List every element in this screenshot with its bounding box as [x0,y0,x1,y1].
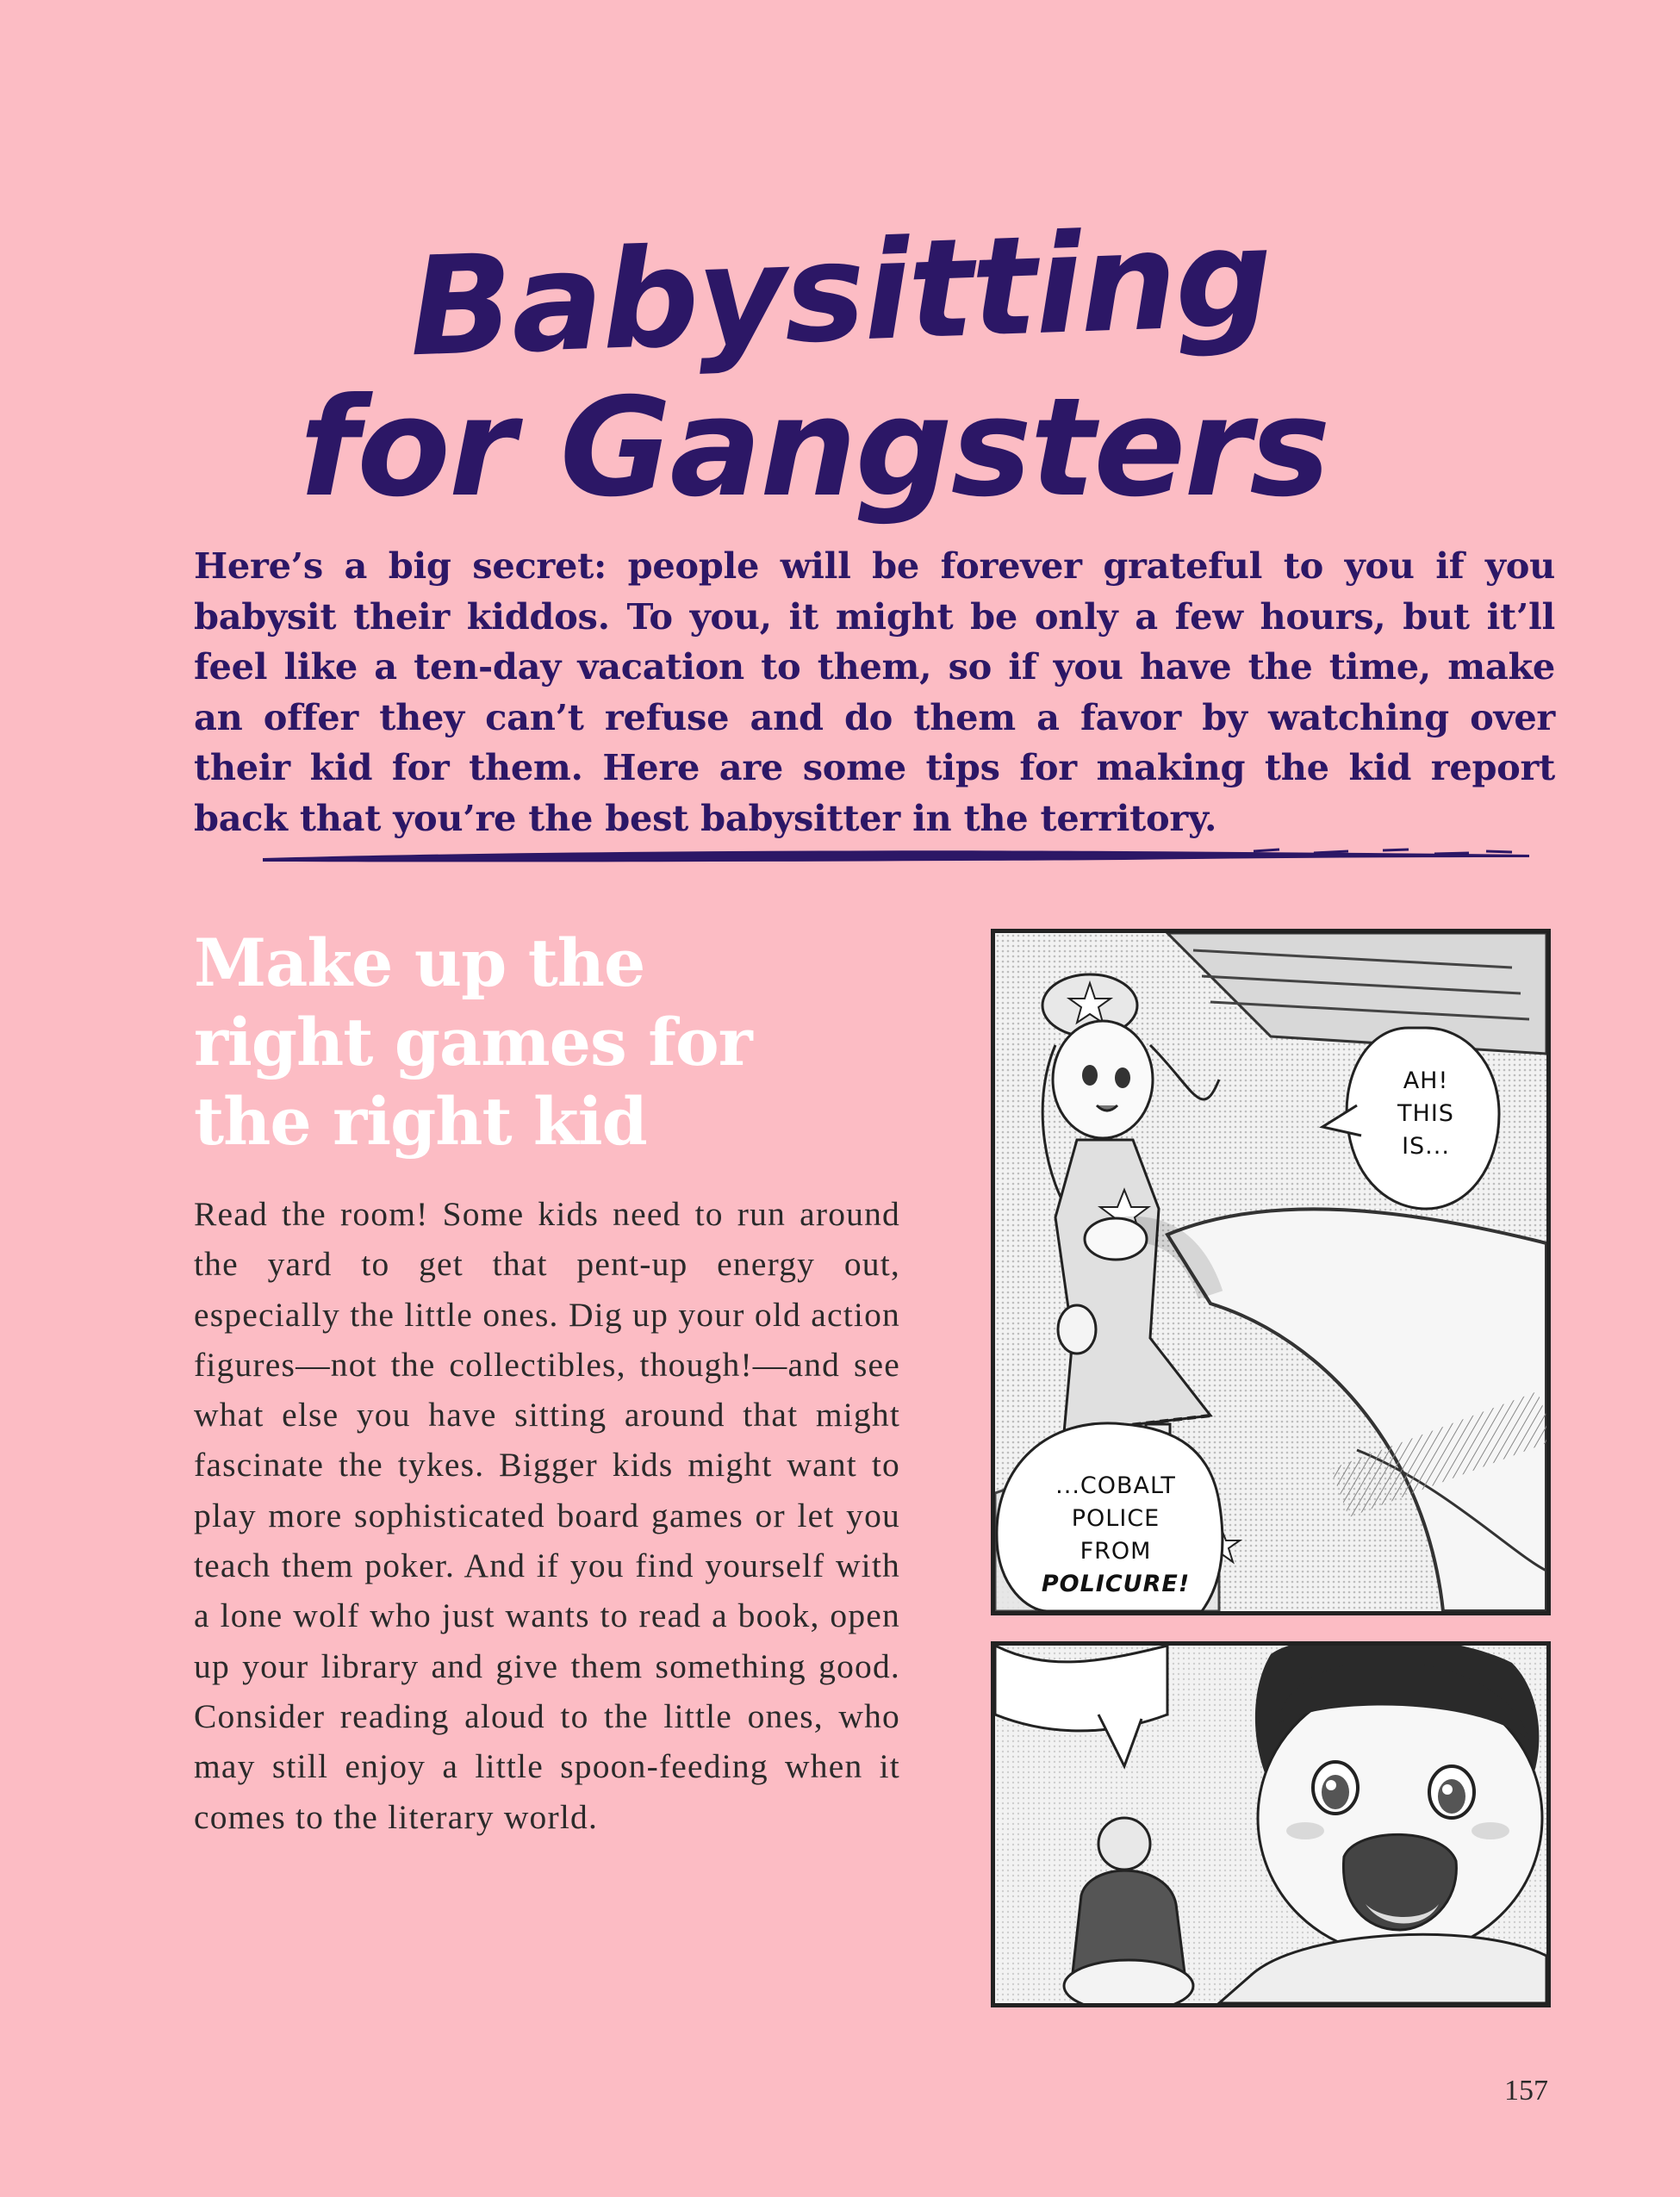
title-line-1: Babysitting [407,198,1273,388]
page-title [0,198,1680,527]
page-number: 157 [1504,2075,1548,2107]
intro-paragraph: Here’s a big secret: people will be forever grateful to you if you babysit their kiddos. To you, it might be only a few hours, but it’ll feel like a ten-day vacation to them, so if you have the time, make an offer they can’t refuse and do them a favor by watching over their kid for them. Here are some tips for making the kid report back that you’re the best babysitter in the territory. [194,545,1555,839]
comic-illustration-figure [995,933,1546,1611]
bubble1-line-1: AH! [1403,1067,1449,1094]
bubble2-line-3: FROM [1080,1538,1152,1565]
bubble1-line-2: THIS [1397,1100,1454,1127]
section-body: Read the room! Some kids need to run around the yard to get that pent-up energy out, especially the little ones. Dig up your old action figures—not the collectibles, though!—and see what else you have sitting around that might fascinate the tykes. Bigger kids might want to play more sophisticated board games or let you teach them poker. And if you find yourself with a lone wolf who just wants to read a book, open up your library and give them something good. Consider reading aloud to the little ones, who may still enjoy a little spoon-feeding when it comes to the literary world. [194,1195,900,1836]
comic-panel-top [991,929,1551,1615]
bubble1-line-3: IS... [1402,1133,1450,1160]
title-line-2: for Gangsters [299,369,1329,527]
bubble2-line-2: POLICE [1071,1505,1160,1532]
bubble2-line-1: ...COBALT [1055,1472,1176,1499]
section-heading-line-2: right games for [194,1004,752,1080]
comic-panel-bottom [991,1641,1551,2007]
bubble2-line-4: POLICURE! [1041,1571,1191,1597]
section-heading-line-3: the right kid [194,1083,647,1160]
section-heading-line-1: Make up the [194,924,645,1001]
comic-illustration-kid [995,1646,1546,2003]
section-heading [194,924,814,1161]
brush-divider [263,843,1529,868]
